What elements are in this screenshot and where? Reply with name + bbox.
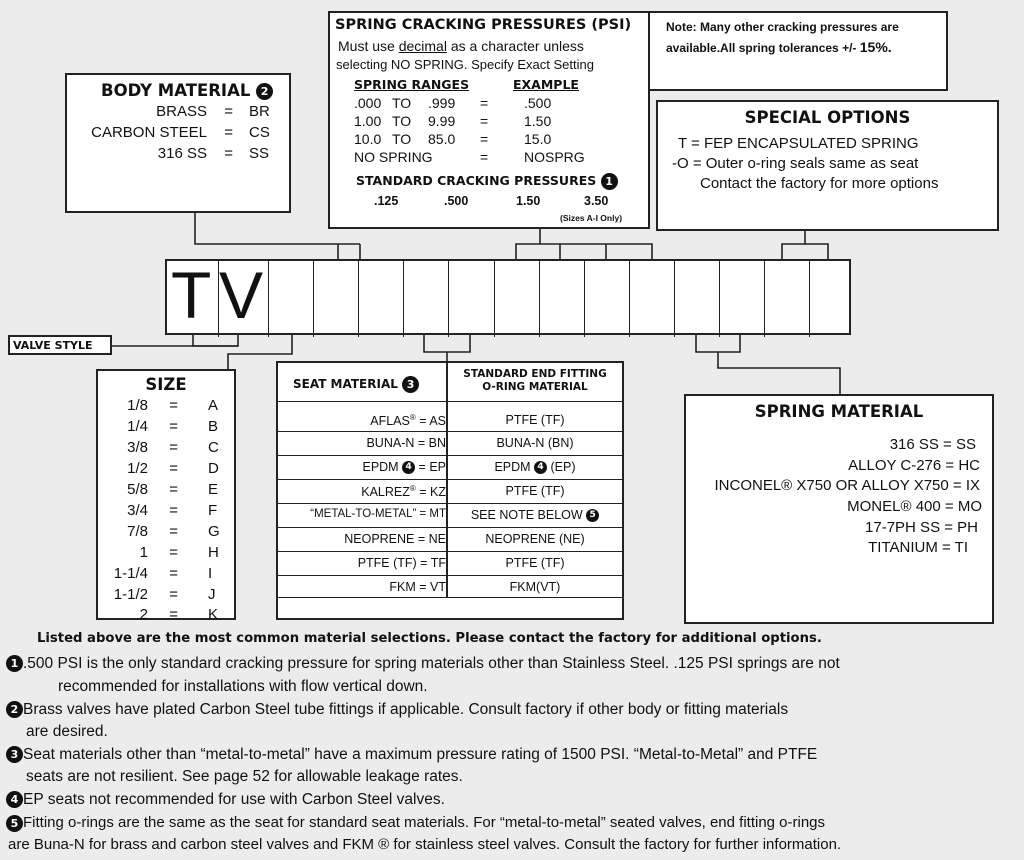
note-ref-badge: 2: [6, 701, 23, 718]
footnote-continuation: are Buna-N for brass and carbon steel valves and FKM ® for stainless steel valves. Consult the factory for further information.: [8, 836, 842, 853]
example-header: EXAMPLE: [513, 77, 579, 92]
code-cell-body: [314, 261, 359, 337]
spring-material-box: [684, 394, 994, 624]
code-cell-spring: [540, 261, 585, 337]
standard-value: .125: [374, 194, 399, 208]
note-ref-badge: 2: [256, 83, 273, 100]
table-row: “METAL-TO-METAL” = MT SEE NOTE BELOW 5: [278, 503, 622, 528]
note-line: Note: Many other cracking pressures are: [666, 20, 899, 34]
code-cell-t: T: [167, 261, 219, 337]
body-material-box: BODY MATERIAL 2 BRASS = BR CARBON STEEL = CS 316 SS = SS: [65, 73, 291, 213]
table-row: EPDM 4 = EP EPDM 4 (EP): [278, 455, 622, 480]
table-row: BUNA-N = BN BUNA-N (BN): [278, 431, 622, 456]
seat-material-table: [276, 361, 624, 620]
tolerance-note-box: [648, 11, 948, 91]
standard-cracking-title: STANDARD CRACKING PRESSURES 1: [356, 173, 618, 190]
footnote: 1 .500 PSI is the only standard cracking pressure for spring materials other than Stainless Steel. .125 PSI springs are not: [6, 655, 840, 673]
notes-headline: Listed above are the most common material selections. Please contact the factory for additional options.: [37, 631, 822, 646]
footnote-continuation: seats are not resilient. See page 52 for allowable leakage rates.: [26, 768, 463, 785]
standard-value: 3.50: [584, 194, 609, 208]
valve-style-label: VALVE STYLE: [13, 339, 93, 352]
code-cell-fitting: [449, 261, 495, 337]
code-cell-spring-material: [720, 261, 765, 337]
decimal-instruction: Must use decimal as a character unless: [338, 38, 584, 54]
note-ref-badge: 3: [6, 746, 23, 763]
code-cell-spring: [585, 261, 630, 337]
footnote: 5 Fitting o-rings are the same as the seat for standard seat materials. For “metal-to-metal” seated valves, end fitting o-rings: [6, 814, 825, 832]
standard-value: .500: [444, 194, 469, 208]
code-cell-spring: [495, 261, 540, 337]
code-cell-option: [765, 261, 810, 337]
size-box: SIZE 1/8 = A 1/4 = B 3/8 = C 1/2 = D 5/8 = E 3/4 = F 7/8 = G 1 = H 1-1/4 = I 1-1/2 = J 2 = K: [96, 369, 236, 620]
code-cell-spring-material: [675, 261, 720, 337]
spring-material-row: MONEL® 400 = MO: [847, 498, 982, 515]
special-option-line: Contact the factory for more options: [700, 175, 939, 192]
code-cell-size: [269, 261, 314, 337]
spring-cracking-title: SPRING CRACKING PRESSURES (PSI): [335, 17, 632, 33]
footnote: 2 Brass valves have plated Carbon Steel tube fittings if applicable. Consult factory if other body or fitting materials: [6, 701, 788, 719]
spring-material-row: ALLOY C-276 = HC: [848, 457, 980, 474]
footnote-continuation: are desired.: [26, 723, 108, 740]
note-ref-badge: 4: [6, 791, 23, 808]
spring-material-title: SPRING MATERIAL: [754, 402, 924, 421]
code-cell-v: V: [219, 261, 269, 337]
table-row: KALREZ® = KZ PTFE (TF): [278, 479, 622, 504]
note-ref-badge: 4: [534, 461, 547, 474]
special-options-box: [656, 100, 999, 231]
fitting-header: STANDARD END FITTING O-RING MATERIAL: [463, 368, 607, 393]
standard-value: 1.50: [516, 194, 541, 208]
note-ref-badge: 3: [402, 376, 419, 393]
spring-ranges-header: SPRING RANGES: [354, 77, 470, 92]
valve-style-box: [8, 335, 112, 355]
code-cell-body: [359, 261, 404, 337]
spring-material-row: TITANIUM = TI: [868, 539, 968, 556]
special-option-line: -O = Outer o-ring seals same as seat: [672, 155, 919, 172]
footnote-continuation: recommended for installations with flow vertical down.: [58, 678, 428, 695]
model-code-row: [165, 259, 851, 335]
spring-material-row: INCONEL® X750 OR ALLOY X750 = IX: [714, 477, 980, 494]
no-spring-instruction: selecting NO SPRING. Specify Exact Setting: [336, 57, 594, 72]
seat-material-title: SEAT MATERIAL 3: [293, 376, 419, 393]
special-options-title: SPECIAL OPTIONS: [744, 108, 911, 127]
table-row: AFLAS® = AS PTFE (TF): [278, 401, 622, 440]
footnote: 4 EP seats not recommended for use with Carbon Steel valves.: [6, 791, 445, 809]
special-option-line: T = FEP ENCAPSULATED SPRING: [678, 135, 919, 152]
code-cell-seat: [404, 261, 449, 337]
table-row: NEOPRENE = NE NEOPRENE (NE): [278, 527, 622, 552]
note-ref-badge: 1: [6, 655, 23, 672]
table-row-empty: [278, 597, 622, 619]
note-ref-badge: 5: [6, 815, 23, 832]
body-material-title: BODY MATERIAL 2: [101, 81, 273, 100]
note-ref-badge: 1: [601, 173, 618, 190]
note-line: available.All spring tolerances +/- 15%.: [666, 39, 892, 55]
spring-material-row: 17-7PH SS = PH: [865, 519, 978, 536]
table-row: FKM = VT FKM(VT): [278, 575, 622, 600]
footnote: 3 Seat materials other than “metal-to-metal” have a maximum pressure rating of 1500 PSI. “Metal-to-Metal” and PTFE: [6, 746, 817, 764]
note-ref-badge: 4: [402, 461, 415, 474]
spring-cracking-box: SPRING CRACKING PRESSURES (PSI) Must use decimal as a character unless selecting NO SPRING. Specify Exact Setting SPRING RANGES EXAMPLE .000 TO .999 = .500 1.00 TO 9.99 = 1.50 10.0 TO 85.0 = 15.0 NO SPRING = NOSPRG STANDARD CRACKING PRESSURES 1 .125 .500 1.50 3.50 (Sizes A-I Only): [328, 11, 650, 229]
sizes-note: (Sizes A-I Only): [560, 213, 623, 223]
note-ref-badge: 5: [586, 509, 599, 522]
code-cell-option: [810, 261, 851, 337]
spring-material-row: 316 SS = SS: [889, 436, 976, 453]
code-cell-spring: [630, 261, 675, 337]
size-title: SIZE: [145, 375, 187, 394]
table-row: PTFE (TF) = TF PTFE (TF): [278, 551, 622, 576]
